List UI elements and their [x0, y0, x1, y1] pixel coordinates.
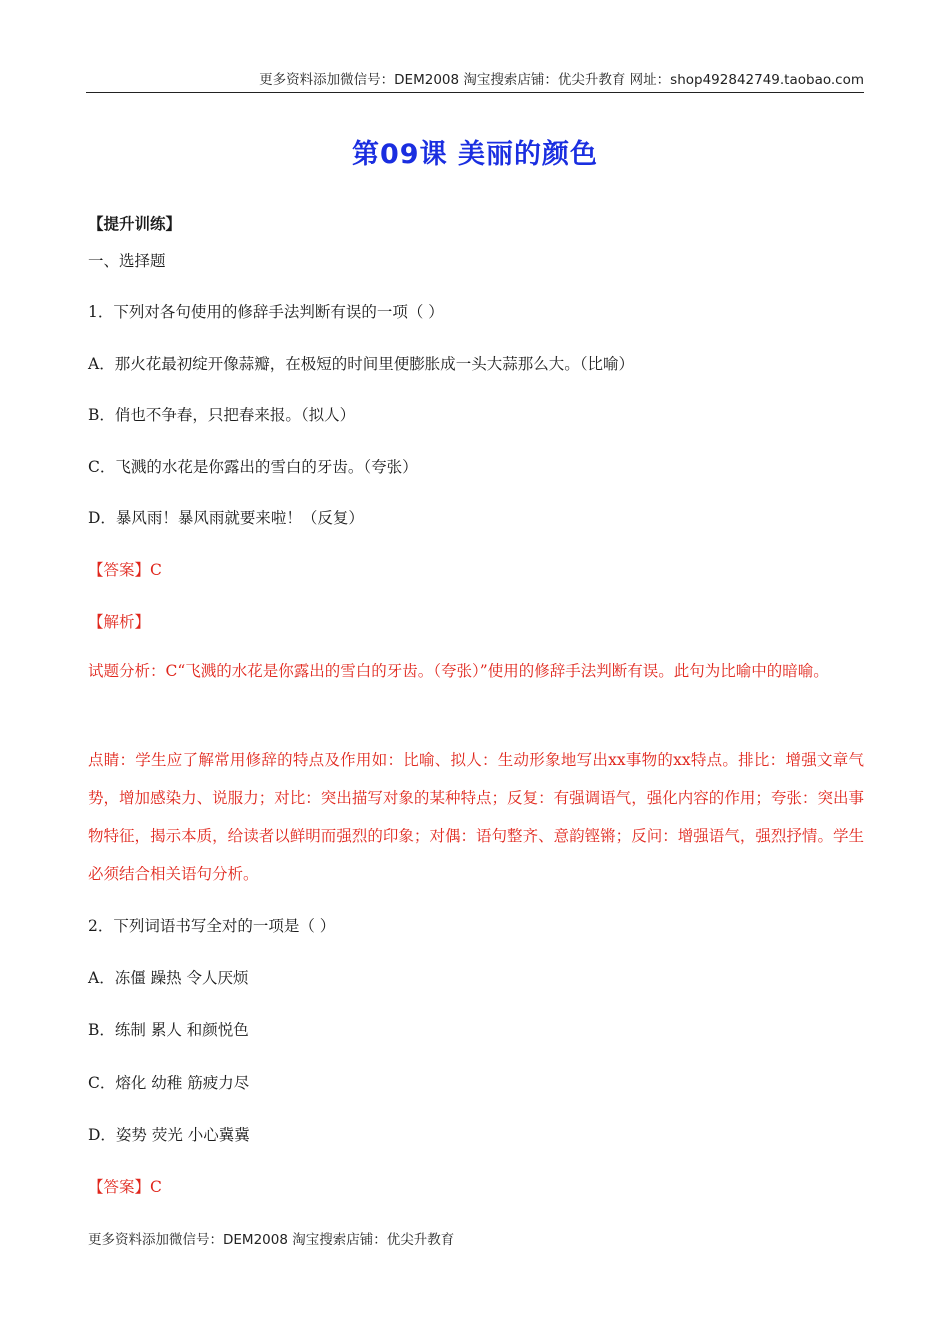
section-label: 【提升训练】 [88, 214, 182, 233]
question-1-tip: 点睛：学生应了解常用修辞的特点及作用如：比喻、拟人：生动形象地写出xx事物的xx特点。排比：增强文章气势，增加感染力、说服力；对比：突出描写对象的某种特点；反复：有强调语气，强化内容的作用；夸张：突出事物特征，揭示本质，给读者以鲜明而强烈的印象；对偶：语句整齐、意韵铿锵；反问：增强语气，强烈抒情。学生必须结合相关语句分析。 [88, 751, 864, 883]
question-2-stem: 2．下列词语书写全对的一项是（ ） [88, 917, 336, 935]
question-1-option-b: B．俏也不争春，只把春来报。（拟人） [88, 406, 356, 424]
page-title: 第09课 美丽的颜色 [352, 139, 598, 170]
question-2-answer: 【答案】C [88, 1178, 162, 1196]
question-2-option-b: B．练制 累人 和颜悦色 [88, 1021, 249, 1039]
question-1-option-d: D．暴风雨！暴风雨就要来啦！（反复） [88, 509, 364, 527]
question-1-analysis: 试题分析：C“飞溅的水花是你露出的雪白的牙齿。（夸张）”使用的修辞手法判断有误。此句为比喻中的暗喻。 [88, 662, 829, 680]
question-2-option-c: C．熔化 幼稚 筋疲力尽 [88, 1074, 250, 1092]
page-footer: 更多资料添加微信号：DEM2008 淘宝搜索店铺：优尖升教育 [88, 1232, 455, 1248]
question-2-option-a: A．冻僵 躁热 令人厌烦 [88, 969, 249, 987]
question-1-option-a: A．那火花最初绽开像蒜瓣，在极短的时间里便膨胀成一头大蒜那么大。（比喻） [88, 355, 634, 373]
question-1-answer: 【答案】C [88, 561, 162, 579]
question-1-option-c: C．飞溅的水花是你露出的雪白的牙齿。（夸张） [88, 458, 418, 476]
question-1-stem: 1．下列对各句使用的修辞手法判断有误的一项（ ） [88, 303, 444, 321]
page-header: 更多资料添加微信号：DEM2008 淘宝搜索店铺：优尖升教育 网址：shop492842749.taobao.com [86, 68, 864, 93]
question-1-analysis-label: 【解析】 [88, 613, 151, 631]
part-label: 一、选择题 [88, 252, 166, 270]
question-2-option-d: D．姿势 荧光 小心冀冀 [88, 1126, 250, 1144]
